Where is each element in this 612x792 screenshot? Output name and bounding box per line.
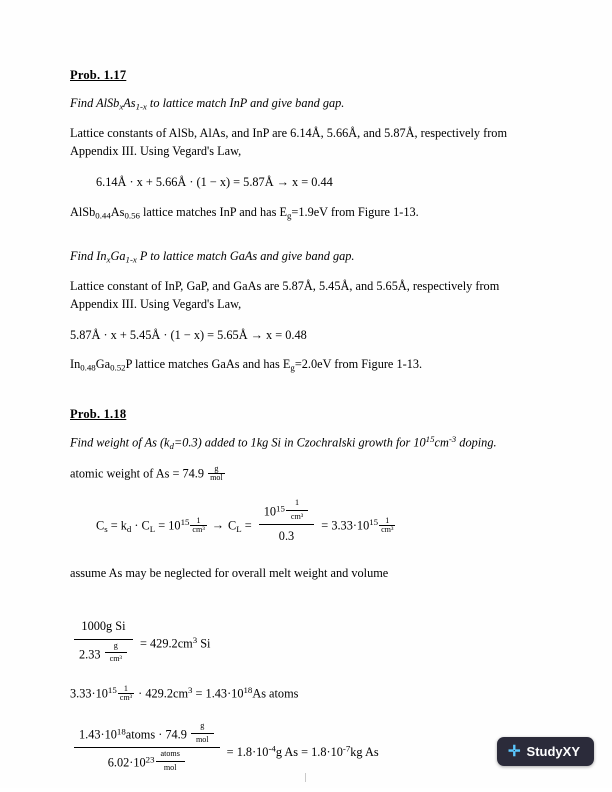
mass-frac-den [74,748,220,773]
cl-frac-num-unit-d: cm³ [290,511,304,521]
cs-symbol: C [96,518,105,533]
eq-kd: = k [107,518,127,533]
atomic-weight-unit [208,465,225,483]
mass-num-unit [191,722,214,744]
cl-result-unit-d: cm³ [381,525,394,535]
cl-sub: L [149,523,156,534]
volume-result-end: Si [197,636,211,651]
cl-result-unit [379,517,395,535]
problem-117-part-a-equation: 6.14Å · x + 5.66Å · (1 − x) = 5.87Å → x = 0.44 [96,175,333,190]
p118-prompt-pre: Find weight of As (k [70,435,170,450]
result-b-pre: In [70,357,81,372]
volume-result-sup: 3 [192,634,198,645]
mass-num-a: 1.43·10 [79,727,117,742]
mass-fraction [74,722,220,774]
page-tick-mark [305,773,306,782]
problem-117-part-a-body: Lattice constants of AlSb, AlAs, and InP are 6.14Å, 5.66Å, and 5.87Å, respectively from Appendix III. Using Vegard's Law, [70,126,508,159]
mass-den-unit-d: mol [163,762,177,772]
volume-result: = 429.2cm [136,636,193,651]
problem-117-part-b-body: Lattice constant of InP, GaP, and GaAs are 5.87Å, 5.45Å, and 5.65Å, respectively from Appendix III. Using Vegard's Law, [70,279,500,312]
atoms-unit [118,685,134,703]
atoms-b-sup: 3 [188,684,193,695]
atoms-a: 3.33·10 [70,686,108,701]
prompt-text: Find AlSb [70,96,120,110]
prompt-b-text-post: P to lattice match GaAs and give band gap. [136,248,355,263]
mass-result-b-sup: -7 [342,743,351,754]
assumption-line: assume As may be neglected for overall melt weight and volume [70,566,389,581]
volume-frac-num: 1000g Si [74,617,133,640]
cl-result: = 3.33·10 [318,518,370,533]
atoms-unit-n: 1 [118,685,134,695]
result-b-sub-052: 0.52 [110,362,126,373]
studyxy-watermark[interactable] [497,737,594,766]
cl-frac-den: 0.3 [278,529,295,544]
concentration-equation [70,499,510,547]
result-b-sub-048: 0.48 [80,362,96,373]
cs-sub: s [104,523,108,534]
volume-den-unit-d: cm³ [109,654,122,664]
result-b-mid: Ga [95,357,111,372]
cl-fraction [259,499,314,547]
result-end: =1.9eV from Figure 1-13. [291,204,419,219]
prompt-b-text-mid: Ga [110,248,126,263]
watermark-brand-study: Study [526,744,563,759]
p118-sup-m3: -3 [448,433,457,444]
prompt-text-mid: As [123,96,136,110]
mass-den-a: 6.02·10 [107,756,146,771]
volume-den-unit-n: g [105,642,127,654]
prompt-b-sub-1x: 1-x [125,254,137,265]
volume-frac-den-val: 2.33 [79,647,104,662]
p118-sup-15: 15 [425,433,435,444]
plus-icon: ✛ [507,743,521,760]
mass-result-a: = 1.8·10 [223,745,269,760]
mass-result-c: kg As [350,745,379,760]
p118-prompt-mid: =0.3) added to 1kg Si in Czochralski growth for 10 [173,435,426,450]
atoms-unit-d: cm³ [119,693,133,703]
atoms-c-sup: 18 [243,684,253,695]
mass-result-a-sup: -4 [268,743,276,754]
prompt-sub-1x: 1-x [135,101,147,112]
result-b-end: =2.0eV from Figure 1-13. [294,357,423,372]
mass-num-a-sup: 18 [116,726,126,737]
unit-denominator: mol [210,473,223,483]
result-post: lattice matches InP and has E [139,204,287,219]
problem-117-heading: Prob. 1.17 [70,68,127,82]
cl-result-unit-n: 1 [379,517,395,527]
watermark-brand-xy: XY [562,744,580,759]
result-b-sub-g: g [290,362,295,373]
eq-unit-1 [190,517,206,535]
atoms-a-sup: 15 [107,684,117,695]
mass-equation [70,722,510,774]
prompt-text-post: to lattice match InP and give band gap. [146,96,345,110]
mass-num-unit-n: g [191,722,214,734]
atoms-equation [70,683,510,704]
problem-117-part-a-prompt [70,95,510,113]
kd-sub: d [126,523,132,534]
cl-frac-num-sup: 15 [276,503,285,514]
document-content [70,68,510,792]
atoms-c: = 1.43·10 [192,686,244,701]
atomic-weight-line [70,465,510,484]
volume-frac-den [74,640,133,665]
mass-result-b: g As = 1.8·10 [275,745,343,760]
cl-frac-num-val: 10 [263,504,277,519]
eq-unit-1-num: 1 [190,517,206,527]
p118-prompt-mid2: cm [434,435,449,450]
prompt-sub-x: x [119,101,124,112]
volume-fraction [74,617,133,665]
atoms-d: As atoms [252,686,299,701]
volume-equation [70,617,510,665]
eq-value-1: = 10 [155,518,181,533]
cl-result-sup: 15 [369,516,379,527]
problem-117-part-a-result [70,204,510,222]
mass-den-unit-n: atoms [156,750,185,762]
p118-sub-d: d [169,440,174,451]
result-sub-044: 0.44 [95,209,111,220]
volume-frac-den-unit [105,642,127,664]
problem-117-part-b-prompt [70,248,510,266]
prompt-b-text: Find In [70,248,107,263]
prompt-b-sub-x: x [106,254,111,265]
cl-sub-2: L [236,523,242,534]
eq-arrow: → [211,518,225,533]
result-sub-g: g [287,209,292,220]
problem-117-part-b-equation: 5.87Å · x + 5.45Å · (1 − x) = 5.65Å → x = 0.48 [70,327,307,342]
cl-frac-num-unit-n: 1 [286,499,308,511]
cl-frac-num-unit [286,499,308,521]
result-mid: As [110,204,125,219]
cl-symbol: C [228,518,237,533]
problem-117-part-b-result [70,356,510,374]
eq-unit-1-den: cm³ [192,525,205,535]
watermark-brand [527,744,580,759]
atoms-b: · 429.2cm [135,686,189,701]
mass-frac-num [74,722,220,748]
mass-den-a-sup: 23 [145,754,155,765]
eq-value-1-sup: 15 [180,516,190,527]
problem-118-heading: Prob. 1.18 [70,406,127,421]
problem-118-prompt [70,434,510,453]
unit-numerator: g [208,465,225,475]
result-sub-056: 0.56 [124,209,140,220]
mass-num-b: atoms · 74.9 [125,727,190,742]
eq-dot-cl: · C [131,518,150,533]
result-pre: AlSb [70,204,96,219]
mass-num-unit-d: mol [195,734,209,744]
mass-den-unit [156,750,185,772]
atomic-weight-label: atomic weight of As = 74.9 [70,466,208,481]
result-b-post: P lattice matches GaAs and has E [125,357,291,372]
eq-equals-2: = [241,518,255,533]
p118-prompt-post: doping. [456,435,497,450]
cl-frac-num [259,499,314,525]
